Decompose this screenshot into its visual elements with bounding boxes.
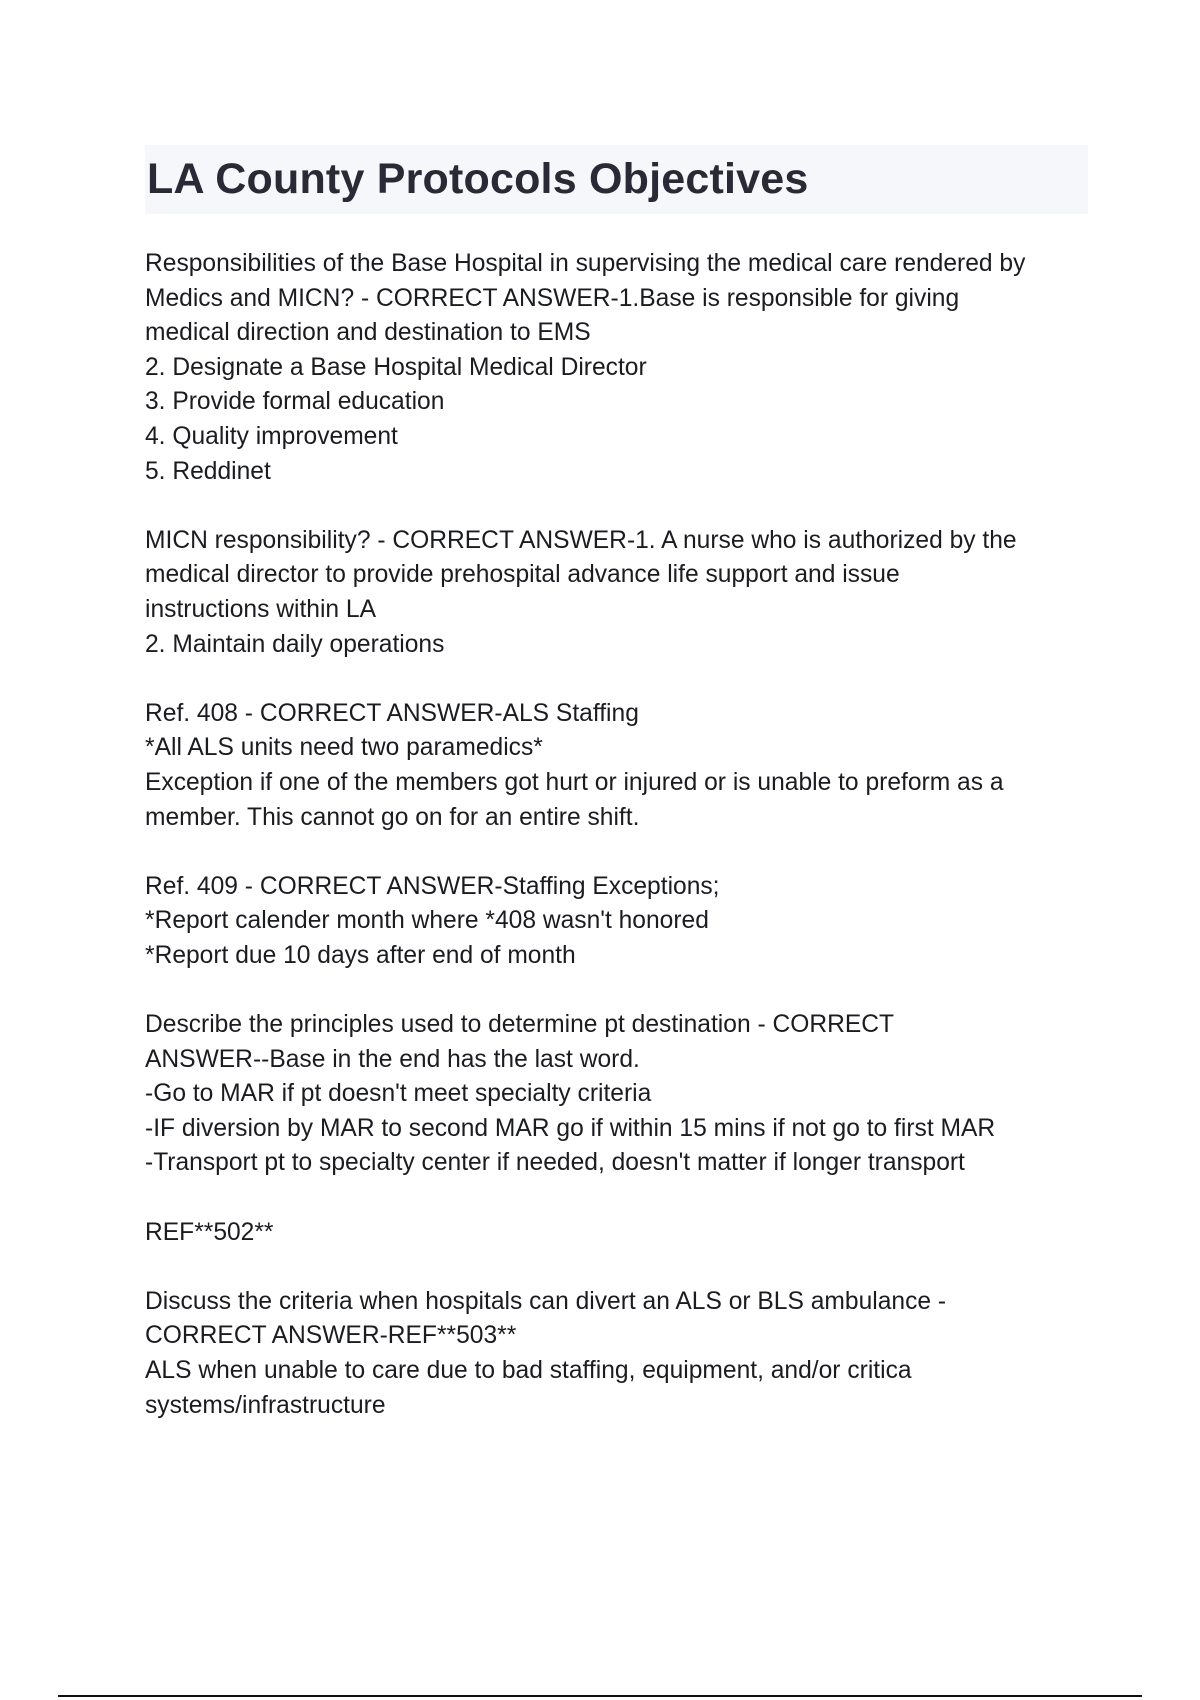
text-line: Ref. 408 - CORRECT ANSWER-ALS Staffing — [145, 699, 639, 727]
text-line: Medics and MICN? - CORRECT ANSWER-1.Base is responsible for giving — [145, 284, 960, 312]
text-line: Ref. 409 - CORRECT ANSWER-Staffing Exceptions; — [145, 872, 720, 900]
text-line: *All ALS units need two paramedics* — [145, 734, 543, 762]
text-line: 5. Reddinet — [145, 457, 271, 485]
qa-block-base-hospital — [145, 247, 1088, 489]
text-line: -Go to MAR if pt doesn't meet specialty criteria — [145, 1080, 652, 1108]
text-line: *Report due 10 days after end of month — [145, 941, 576, 969]
text-line: 2. Maintain daily operations — [145, 630, 445, 658]
text-line: member. This cannot go on for an entire shift. — [145, 803, 640, 831]
text-line: *Report calender month where *408 wasn't honored — [145, 907, 709, 935]
text-line: instructions within LA — [145, 595, 377, 623]
text-line: Discuss the criteria when hospitals can divert an ALS or BLS ambulance - — [145, 1287, 947, 1315]
footer-divider — [58, 1695, 1142, 1697]
page-title: LA County Protocols Objectives — [147, 155, 809, 203]
text-line: medical director to provide prehospital advance life support and issue — [145, 561, 900, 589]
text-line: REF**502** — [145, 1218, 274, 1246]
text-line: 3. Provide formal education — [145, 388, 445, 416]
text-line: Describe the principles used to determine pt destination - CORRECT — [145, 1011, 895, 1039]
text-line: 4. Quality improvement — [145, 422, 398, 450]
text-line: ALS when unable to care due to bad staffing, equipment, and/or critica — [145, 1357, 912, 1384]
qa-block-ref-409 — [145, 870, 1088, 974]
qa-block-ref-408 — [145, 697, 1088, 835]
title-banner — [145, 145, 1088, 214]
text-line: -Transport pt to specialty center if needed, doesn't matter if longer transport — [145, 1149, 965, 1177]
text-line: 2. Designate a Base Hospital Medical Director — [145, 353, 647, 381]
text-line: MICN responsibility? - CORRECT ANSWER-1. A nurse who is authorized by the — [145, 526, 1017, 554]
document-body — [145, 247, 1088, 1423]
ref-502-block — [145, 1216, 1088, 1251]
text-line: CORRECT ANSWER-REF**503** — [145, 1322, 517, 1350]
text-line: systems/infrastructure — [145, 1391, 386, 1419]
text-line: Exception if one of the members got hurt or injured or is unable to preform as a — [145, 768, 1004, 796]
text-line: medical direction and destination to EMS — [145, 319, 591, 347]
qa-block-micn — [145, 524, 1088, 662]
text-line: ANSWER--Base in the end has the last word. — [145, 1045, 640, 1073]
qa-block-divert — [145, 1285, 1088, 1423]
text-line: Responsibilities of the Base Hospital in supervising the medical care rendered by — [145, 250, 1026, 277]
text-line: -IF diversion by MAR to second MAR go if within 15 mins if not go to first MAR — [145, 1114, 996, 1142]
document-page — [145, 145, 1088, 1458]
qa-block-destination — [145, 1008, 1088, 1181]
